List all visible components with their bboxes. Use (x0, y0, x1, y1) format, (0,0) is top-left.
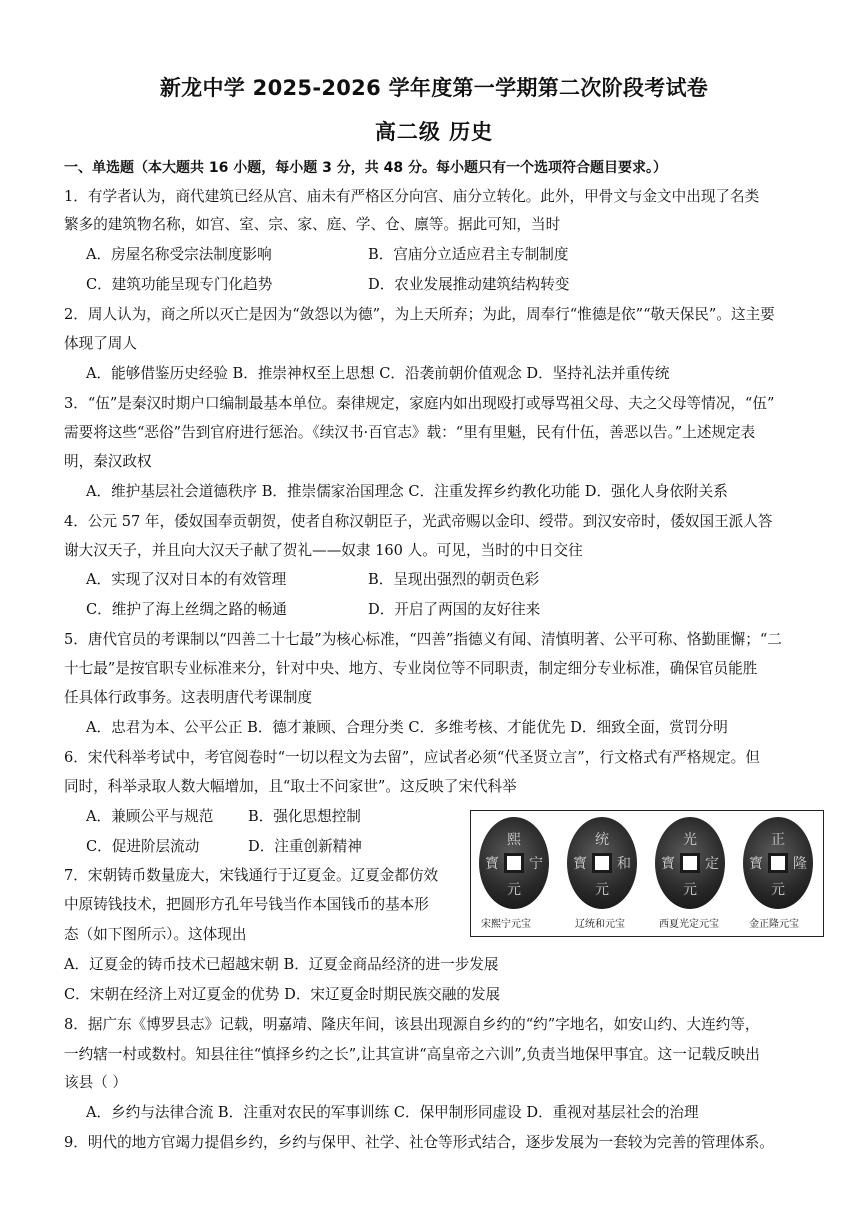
option-text: A．忠君为本、公平公正 B．德才兼顾、合理分类 C．多维考核、才能优先 D．细致全面，赏罚分明 (86, 719, 728, 736)
question-line: 中原铸钱技术，把圆形方孔年号钱当作本国钱币的基本形 (64, 896, 429, 913)
option-text: A．实现了汉对日本的有效管理 (86, 571, 287, 588)
question-line: 体现了周人 (64, 335, 137, 352)
option-text: A．乡约与法律合流 B．注重对农民的军事训练 C．保甲制形同虚设 D．重视对基层社会的治理 (86, 1104, 699, 1121)
option-text: C．促进阶层流动 (86, 838, 200, 855)
question-line: 同时，科举录取人数大幅增加，且“取士不问家世”。这反映了宋代科举 (64, 778, 517, 795)
option-text: B．强化思想控制 (248, 808, 361, 825)
option-text: D．注重创新精神 (248, 838, 362, 855)
coin-image: 光 定 元 寳 (655, 817, 725, 909)
option-text: B．宫庙分立适应君主专制制度 (368, 246, 569, 263)
option-text: B．呈现出强烈的朝贡色彩 (368, 571, 540, 588)
option-text: A．兼顾公平与规范 (86, 808, 214, 825)
question-line: 4．公元 57 年，倭奴国奉贡朝贺，使者自称汉朝臣子，光武帝赐以金印、绶带。到汉安帝时，倭奴国王派人答 (64, 513, 773, 530)
option-text: C．维护了海上丝绸之路的畅通 (86, 601, 287, 618)
question-line: 繁多的建筑物名称，如宫、室、宗、家、庭、学、仓、廪等。据此可知，当时 (64, 216, 561, 233)
exam-subtitle: 高二级 历史 (374, 120, 494, 144)
exam-title: 新龙中学 2025-2026 学年度第一学期第二次阶段考试卷 (159, 76, 709, 100)
option-text: A．房屋名称受宗法制度影响 (86, 246, 272, 263)
option-text: D．开启了两国的友好往来 (368, 601, 541, 618)
coin-image: 熙 宁 元 寳 (479, 817, 549, 909)
question-line: 3．“伍”是秦汉时期户口编制最基本单位。秦律规定，家庭内如出现殴打或辱骂祖父母、夫之父母等情况，“伍” (64, 395, 775, 412)
option-text: D．农业发展推动建筑结构转变 (368, 276, 570, 293)
question-line: 该县（ ） (64, 1074, 128, 1091)
question-line: 需要将这些“恶俗”告到官府进行惩治。《续汉书·百官志》载：“里有里魁，民有什伍，善恶以告。”上述规定表 (64, 424, 756, 441)
option-text: A．辽夏金的铸币技术已超越宋朝 B．辽夏金商品经济的进一步发展 (64, 956, 499, 973)
question-line: 十七最”是按官职专业标准来分，针对中央、地方、专业岗位等不同职责，制定细分专业标准，确保官员能胜 (64, 660, 758, 677)
question-line: 一约辖一村或数村。知县往往“慎择乡约之长”,让其宣讲“高皇帝之六训”,负责当地保甲事宜。这一记载反映出 (64, 1046, 760, 1063)
coin-image: 统 和 元 寳 (567, 817, 637, 909)
question-line: 7．宋朝铸币数量庞大，宋钱通行于辽夏金。辽夏金都仿效 (64, 867, 439, 884)
question-line: 2．周人认为，商之所以灭亡是因为“敛怨以为德”，为上天所弃；为此，周奉行“惟德是依”“敬天保民”。这主要 (64, 306, 775, 323)
question-line: 5．唐代官员的考课制以“四善二十七最”为核心标准，“四善”指德义有闻、清慎明著、公平可称、恪勤匪懈；“二 (64, 631, 782, 648)
question-line: 6．宋代科举考试中，考官阅卷时“一切以程文为去留”，应试者必须“代圣贤立言”，行文格式有严格规定。但 (64, 749, 760, 766)
question-line: 谢大汉天子，并且向大汉天子献了贺礼——奴隶 160 人。可见，当时的中日交往 (64, 542, 583, 559)
question-line: 态（如下图所示）。这体现出 (64, 926, 247, 943)
question-line: 9．明代的地方官竭力提倡乡约，乡约与保甲、社学、社仓等形式结合，逐步发展为一套较为完善的管理体系。 (64, 1134, 774, 1151)
option-text: A．能够借鉴历史经验 B．推崇神权至上思想 C．沿袭前朝价值观念 D．坚持礼法并重传统 (86, 365, 670, 382)
option-text: C．宋朝在经济上对辽夏金的优势 D．宋辽夏金时期民族交融的发展 (64, 986, 501, 1003)
coin-caption: 西夏光定元宝 (659, 919, 719, 930)
question-line: 明，秦汉政权 (64, 453, 152, 470)
option-text: A．维护基层社会道德秩序 B．推崇儒家治国理念 C．注重发挥乡约教化功能 D．强化人身依附关系 (86, 483, 728, 500)
coin-caption: 辽统和元宝 (575, 919, 625, 930)
section-heading: 一、单选题（本大题共 16 小题，每小题 3 分，共 48 分。每小题只有一个选项符合题目要求。） (64, 160, 667, 176)
coin-image: 正 隆 元 寳 (743, 817, 813, 909)
coin-figure (470, 810, 824, 937)
coin-caption: 宋熙宁元宝 (481, 919, 531, 930)
coin-caption: 金正隆元宝 (749, 919, 799, 930)
option-text: C．建筑功能呈现专门化趋势 (86, 276, 273, 293)
question-line: 1．有学者认为，商代建筑已经从宫、庙未有严格区分向宫、庙分立转化。此外，甲骨文与金文中出现了名类 (64, 188, 760, 205)
question-line: 任具体行政事务。这表明唐代考课制度 (64, 689, 313, 706)
question-line: 8．据广东《博罗县志》记载，明嘉靖、隆庆年间，该县出现源自乡约的“约”字地名，如安山约、大连约等， (64, 1016, 760, 1033)
